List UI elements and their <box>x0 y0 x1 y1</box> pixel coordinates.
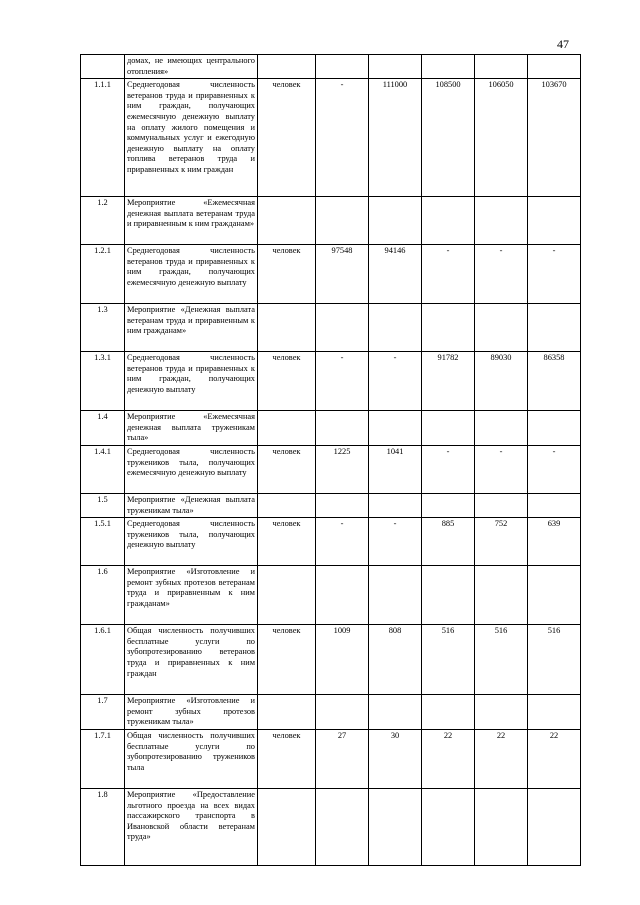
value-1 <box>316 197 369 245</box>
value-4: - <box>475 445 528 493</box>
value-1: 1225 <box>316 445 369 493</box>
value-2: 808 <box>369 625 422 695</box>
value-1 <box>316 493 369 517</box>
value-5: 639 <box>528 518 581 566</box>
value-1: - <box>316 518 369 566</box>
value-5 <box>528 695 581 730</box>
table-row <box>81 197 581 245</box>
row-description: Мероприятие «Изготовление и ремонт зубных протезов ветеранам труда и приравненным к ним гражданам» <box>125 566 258 625</box>
value-2: - <box>369 518 422 566</box>
row-number: 1.8 <box>81 788 125 865</box>
value-3 <box>422 493 475 517</box>
row-number: 1.2.1 <box>81 245 125 304</box>
value-5: - <box>528 245 581 304</box>
value-4 <box>475 493 528 517</box>
row-number: 1.3 <box>81 304 125 352</box>
row-number: 1.5.1 <box>81 518 125 566</box>
value-1 <box>316 566 369 625</box>
value-4 <box>475 197 528 245</box>
value-2: 111000 <box>369 79 422 197</box>
row-number: 1.4.1 <box>81 445 125 493</box>
row-number <box>81 55 125 79</box>
row-number: 1.7 <box>81 695 125 730</box>
value-1: - <box>316 79 369 197</box>
row-number: 1.3.1 <box>81 352 125 411</box>
value-4: 89030 <box>475 352 528 411</box>
table-row <box>81 304 581 352</box>
value-5 <box>528 197 581 245</box>
value-5 <box>528 493 581 517</box>
value-4 <box>475 695 528 730</box>
value-5 <box>528 566 581 625</box>
indicators-table <box>80 54 581 866</box>
row-unit <box>258 493 316 517</box>
value-5: - <box>528 445 581 493</box>
table-row <box>81 695 581 730</box>
page-number: 47 <box>557 37 569 51</box>
row-description: Мероприятие «Ежемесячная денежная выплата труженикам тыла» <box>125 411 258 446</box>
value-3: 108500 <box>422 79 475 197</box>
row-description: Мероприятие «Денежная выплата ветеранам труда и приравненным к ним гражданам» <box>125 304 258 352</box>
value-5: 516 <box>528 625 581 695</box>
row-description: Мероприятие «Изготовление и ремонт зубных протезов труженикам тыла» <box>125 695 258 730</box>
value-4 <box>475 411 528 446</box>
value-2: 94146 <box>369 245 422 304</box>
row-unit <box>258 788 316 865</box>
value-2 <box>369 788 422 865</box>
table-row <box>81 411 581 446</box>
value-4: 106050 <box>475 79 528 197</box>
value-2 <box>369 411 422 446</box>
value-4 <box>475 566 528 625</box>
table-row <box>81 79 581 197</box>
row-unit <box>258 695 316 730</box>
row-unit <box>258 197 316 245</box>
value-1: 1009 <box>316 625 369 695</box>
value-3 <box>422 411 475 446</box>
value-3 <box>422 304 475 352</box>
value-2 <box>369 695 422 730</box>
row-number: 1.2 <box>81 197 125 245</box>
row-number: 1.1.1 <box>81 79 125 197</box>
value-3: 885 <box>422 518 475 566</box>
row-unit <box>258 55 316 79</box>
value-4: - <box>475 245 528 304</box>
value-5: 103670 <box>528 79 581 197</box>
value-3 <box>422 55 475 79</box>
value-4: 752 <box>475 518 528 566</box>
value-1 <box>316 304 369 352</box>
value-4 <box>475 55 528 79</box>
row-description: Общая численность получивших бесплатные услуги по зубопротезированию ветеранов труда и приравненных к ним граждан <box>125 625 258 695</box>
value-3 <box>422 197 475 245</box>
value-2 <box>369 493 422 517</box>
table-row <box>81 729 581 788</box>
row-description: Среднегодовая численность тружеников тыла, получающих ежемесячную денежную выплату <box>125 445 258 493</box>
value-1 <box>316 788 369 865</box>
row-unit: человек <box>258 518 316 566</box>
value-1: 97548 <box>316 245 369 304</box>
row-unit: человек <box>258 625 316 695</box>
value-5: 22 <box>528 729 581 788</box>
table-row <box>81 55 581 79</box>
value-5 <box>528 788 581 865</box>
value-5: 86358 <box>528 352 581 411</box>
value-1 <box>316 55 369 79</box>
row-description: Среднегодовая численность ветеранов труда и приравненных к ним граждан, получающих ежемесячную денежную выплату <box>125 245 258 304</box>
table-row <box>81 493 581 517</box>
row-unit: человек <box>258 729 316 788</box>
row-description: Среднегодовая численность тружеников тыла, получающих денежную выплату <box>125 518 258 566</box>
table-row <box>81 518 581 566</box>
row-unit <box>258 411 316 446</box>
row-description: Общая численность получивших бесплатные услуги по зубопротезированию тружеников тыла <box>125 729 258 788</box>
row-unit <box>258 566 316 625</box>
value-5 <box>528 411 581 446</box>
row-unit: человек <box>258 245 316 304</box>
row-number: 1.5 <box>81 493 125 517</box>
row-number: 1.6.1 <box>81 625 125 695</box>
value-2: 30 <box>369 729 422 788</box>
row-number: 1.7.1 <box>81 729 125 788</box>
value-3: - <box>422 245 475 304</box>
row-description: Среднегодовая численность ветеранов труда и приравненных к ним граждан, получающих денежную выплату <box>125 352 258 411</box>
value-2 <box>369 197 422 245</box>
value-4: 22 <box>475 729 528 788</box>
table-row <box>81 625 581 695</box>
row-number: 1.4 <box>81 411 125 446</box>
row-description: Среднегодовая численность ветеранов труда и приравненных к ним граждан, получающих ежемесячную денежную выплату на оплату жилого помещения и коммунальных услуг и ежегодную денежную выплату на оплату топлива ветеранов труда и приравненных к ним граждан <box>125 79 258 197</box>
table-row <box>81 445 581 493</box>
row-unit: человек <box>258 352 316 411</box>
value-5 <box>528 304 581 352</box>
value-1 <box>316 695 369 730</box>
table-row <box>81 352 581 411</box>
value-3: 91782 <box>422 352 475 411</box>
value-4 <box>475 788 528 865</box>
row-description: Мероприятие «Ежемесячная денежная выплата ветеранам труда и приравненным к ним гражданам» <box>125 197 258 245</box>
row-number: 1.6 <box>81 566 125 625</box>
row-unit <box>258 304 316 352</box>
value-5 <box>528 55 581 79</box>
value-4 <box>475 304 528 352</box>
value-4: 516 <box>475 625 528 695</box>
row-unit: человек <box>258 445 316 493</box>
value-3 <box>422 566 475 625</box>
value-2 <box>369 55 422 79</box>
value-3: - <box>422 445 475 493</box>
value-3 <box>422 695 475 730</box>
row-description: домах, не имеющих центрального отопления» <box>125 55 258 79</box>
value-1: 27 <box>316 729 369 788</box>
row-unit: человек <box>258 79 316 197</box>
row-description: Мероприятие «Денежная выплата труженикам тыла» <box>125 493 258 517</box>
value-1: - <box>316 352 369 411</box>
value-2 <box>369 566 422 625</box>
table-row <box>81 788 581 865</box>
table-row <box>81 245 581 304</box>
value-3 <box>422 788 475 865</box>
table-row <box>81 566 581 625</box>
value-2: - <box>369 352 422 411</box>
value-1 <box>316 411 369 446</box>
value-3: 22 <box>422 729 475 788</box>
value-3: 516 <box>422 625 475 695</box>
value-2 <box>369 304 422 352</box>
row-description: Мероприятие «Предоставление льготного проезда на всех видах пассажирского транспорта в Ивановской области ветеранам труда» <box>125 788 258 865</box>
value-2: 1041 <box>369 445 422 493</box>
